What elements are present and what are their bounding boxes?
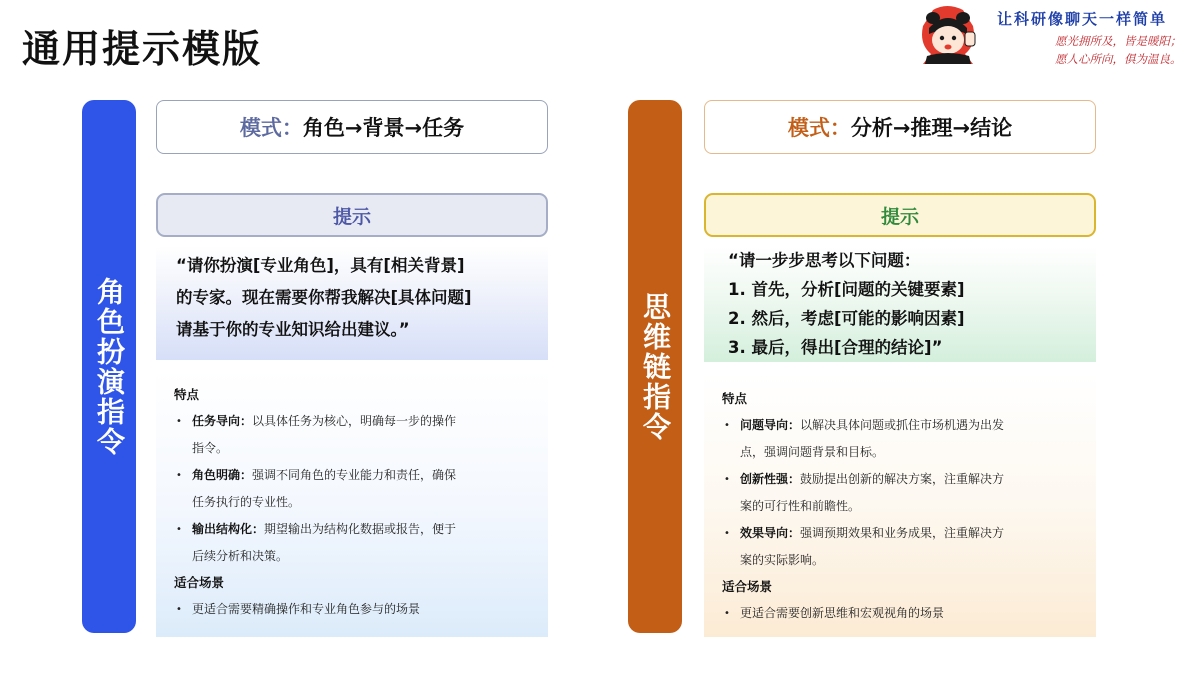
bullet-dot-icon: • <box>724 420 730 431</box>
feature-key: 角色明确： <box>192 468 253 482</box>
feature-text-cont: 案的实际影响。 <box>740 553 825 567</box>
feature-text: 强调不同角色的专业能力和责任，确保 <box>252 468 457 482</box>
right-prompt-line: 1. 首先，分析[问题的关键要素] <box>728 280 965 299</box>
bullet-dot-icon: • <box>176 416 182 427</box>
feature-text-cont: 任务执行的专业性。 <box>192 495 301 509</box>
brand-logo <box>905 0 1195 72</box>
feature-key: 任务导向： <box>192 414 253 428</box>
cartoon-girl-logo-icon <box>913 4 983 66</box>
right-side-label: 思维链指令 <box>639 291 672 442</box>
feature-text-cont: 后续分析和决策。 <box>192 549 289 563</box>
right-feature-item <box>722 520 1080 574</box>
left-prompt-line: “请你扮演[专业角色]，具有[相关背景] <box>176 256 465 275</box>
right-feature-item <box>722 466 1080 520</box>
left-prompt-header: 提示 <box>156 193 548 237</box>
right-prompt-line: “请一步步思考以下问题： <box>728 251 921 270</box>
left-features-title: 特点 <box>174 387 200 402</box>
left-prompt-line: 请基于你的专业知识给出建议。” <box>176 320 410 339</box>
feature-text-cont: 点，强调问题背景和目标。 <box>740 445 885 459</box>
left-side-label: 角色扮演指令 <box>93 276 126 457</box>
left-prompt-line: 的专家。现在需要你帮我解决[具体问题] <box>176 288 472 307</box>
feature-text: 期望输出为结构化数据或报告，便于 <box>264 522 457 536</box>
right-mode-box <box>704 100 1096 154</box>
handwritten-line-1: 愿光拥所及，皆是暖阳； <box>1055 34 1182 48</box>
left-mode-value: 角色→背景→任务 <box>302 116 465 140</box>
right-prompt-header: 提示 <box>704 193 1096 237</box>
left-prompt-body <box>156 246 548 360</box>
left-scene-item <box>174 596 532 623</box>
right-prompt-line: 3. 最后，得出[合理的结论]” <box>728 338 943 357</box>
feature-key: 创新性强： <box>740 472 801 486</box>
bullet-dot-icon: • <box>724 608 730 619</box>
left-scene-title: 适合场景 <box>174 575 225 590</box>
right-mode-label: 模式： <box>787 116 851 140</box>
scene-text: 更适合需要精确操作和专业角色参与的场景 <box>192 602 421 616</box>
left-feature-item <box>174 516 532 570</box>
left-mode-box <box>156 100 548 154</box>
left-mode-label: 模式： <box>239 116 303 140</box>
right-mode-value: 分析→推理→结论 <box>850 116 1013 140</box>
left-features-panel <box>156 370 548 637</box>
bullet-dot-icon: • <box>724 528 730 539</box>
right-scene-title: 适合场景 <box>722 579 773 594</box>
handwritten-line-2: 愿人心所向，俱为温良。 <box>1055 52 1182 66</box>
left-feature-item <box>174 408 532 462</box>
bullet-dot-icon: • <box>176 604 182 615</box>
right-features-title: 特点 <box>722 391 748 406</box>
right-features-panel <box>704 374 1096 637</box>
right-prompt-line: 2. 然后，考虑[可能的影响因素] <box>728 309 965 328</box>
right-feature-item <box>722 412 1080 466</box>
feature-text: 强调预期效果和业务成果，注重解决方 <box>800 526 1005 540</box>
page-title: 通用提示模版 <box>22 27 263 71</box>
feature-text: 以解决具体问题或抓住市场机遇为出发 <box>800 418 1005 432</box>
brand-slogan: 让科研像聊天一样简单 <box>997 10 1168 28</box>
scene-text: 更适合需要创新思维和宏观视角的场景 <box>740 606 945 620</box>
feature-text: 以具体任务为核心，明确每一步的操作 <box>252 414 457 428</box>
feature-text-cont: 指令。 <box>192 441 229 455</box>
bullet-dot-icon: • <box>724 474 730 485</box>
feature-text: 鼓励提出创新的解决方案，注重解决方 <box>800 472 1005 486</box>
feature-text-cont: 案的可行性和前瞻性。 <box>740 499 861 513</box>
bullet-dot-icon: • <box>176 470 182 481</box>
right-scene-item <box>722 600 1080 627</box>
left-side-label-bar <box>82 100 136 633</box>
feature-key: 效果导向： <box>740 526 801 540</box>
feature-key: 问题导向： <box>740 418 801 432</box>
bullet-dot-icon: • <box>176 524 182 535</box>
left-feature-item <box>174 462 532 516</box>
feature-key: 输出结构化： <box>192 522 265 536</box>
right-prompt-body <box>704 246 1096 362</box>
right-side-label-bar <box>628 100 682 633</box>
